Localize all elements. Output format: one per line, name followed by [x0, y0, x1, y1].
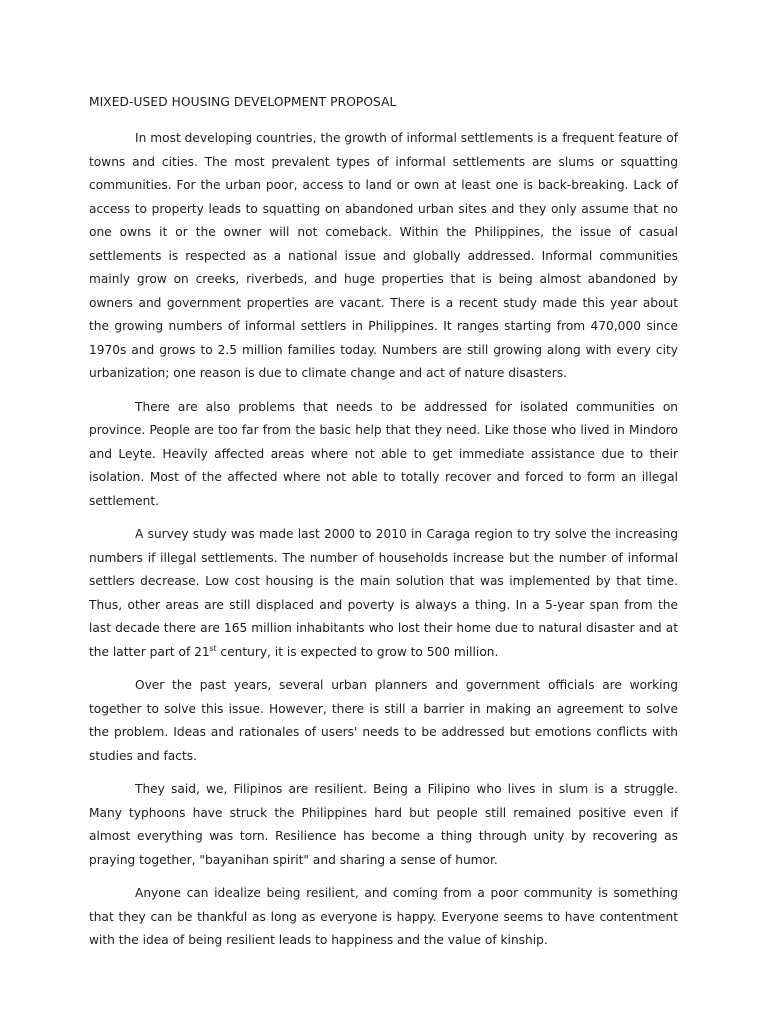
- paragraph-caraga-text: A survey study was made last 2000 to 2010 in Caraga region to try solve the increasing numbers if illegal settlements. The number of households increase but the number of informal settlers decrease. Low cost housing is the main solution that was implemented by that time. Thus, other areas are still displaced and poverty is always a thing. In a 5-year span from the last decade there are 165 million inhabitants who lost their home due to natural disaster and at the latter part of 21: [89, 527, 678, 659]
- paragraph-resilience: They said, we, Filipinos are resilient. Being a Filipino who lives in slum is a struggle. Many typhoons have struck the Philippines hard but people still remained positive even if almost everything was torn. Resilience has become a thing through unity by recovering as praying together, "bayanihan spirit" and sharing a sense of humor.: [89, 782, 678, 867]
- paragraph-caraga-text-end: century, it is expected to grow to 500 million.: [216, 644, 499, 659]
- paragraph-caraga-survey: [89, 523, 678, 664]
- paragraph-isolated-communities: There are also problems that needs to be addressed for isolated communities on province. People are too far from the basic help that they need. Like those who lived in Mindoro and Leyte. Heavily affected areas where not able to get immediate assistance due to their isolation. Most of the affected where not able to totally recover and forced to form an illegal settlement.: [89, 399, 678, 508]
- paragraph-kinship: Anyone can idealize being resilient, and coming from a poor community is something that they can be thankful as long as everyone is happy. Everyone seems to have contentment with the idea of being resilient leads to happiness and the value of kinship.: [89, 886, 678, 947]
- document-page: [89, 94, 678, 963]
- ordinal-superscript: st: [209, 643, 217, 653]
- document-title: MIXED-USED HOUSING DEVELOPMENT PROPOSAL: [89, 95, 397, 109]
- paragraph-informal-settlements: In most developing countries, the growth of informal settlements is a frequent feature of towns and cities. The most prevalent types of informal settlements are slums or squatting communities. For the urban poor, access to land or own at least one is back-breaking. Lack of access to property leads to squatting on abandoned urban sites and they only assume that no one owns it or the owner will not comeback. Within the Philippines, the issue of casual settlements is respected as a national issue and globally addressed. Informal communities mainly grow on creeks, riverbeds, and huge properties that is being almost abandoned by owners and government properties are vacant. There is a recent study made this year about the growing numbers of informal settlers in Philippines. It ranges starting from 470,000 since 1970s and grows to 2.5 million families today. Numbers are still growing along with every city urbanization; one reason is due to climate change and act of nature disasters.: [89, 131, 678, 380]
- paragraph-urban-planners: Over the past years, several urban planners and government officials are working together to solve this issue. However, there is still a barrier in making an agreement to solve the problem. Ideas and rationales of users' needs to be addressed but emotions conflicts with studies and facts.: [89, 678, 678, 763]
